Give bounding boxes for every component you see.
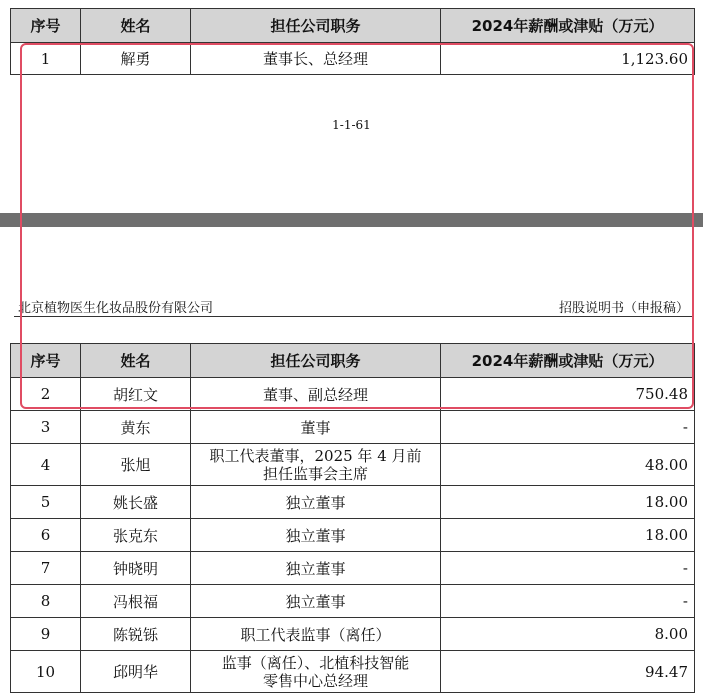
header-position: 担任公司职务 [191, 9, 441, 43]
cell-salary: 18.00 [441, 519, 695, 552]
cell-salary: 750.48 [441, 378, 695, 411]
cell-name: 解勇 [81, 43, 191, 75]
cell-name: 张克东 [81, 519, 191, 552]
page-break-divider [0, 213, 703, 227]
cell-salary: - [441, 585, 695, 618]
cell-no: 5 [11, 486, 81, 519]
cell-position: 董事、副总经理 [191, 378, 441, 411]
cell-position-line1: 监事（离任）、北植科技智能 [221, 653, 410, 672]
header-salary: 2024年薪酬或津贴（万元） [441, 9, 695, 43]
cell-name: 邱明华 [81, 651, 191, 693]
cell-no: 6 [11, 519, 81, 552]
cell-name: 张旭 [81, 444, 191, 486]
cell-no: 8 [11, 585, 81, 618]
cell-no: 9 [11, 618, 81, 651]
table-header-row [11, 9, 695, 43]
table-row [11, 519, 695, 552]
page-header-rule [14, 316, 694, 317]
cell-no: 1 [11, 43, 81, 75]
cell-position [191, 444, 441, 486]
cell-name: 钟晓明 [81, 552, 191, 585]
header-name: 姓名 [81, 9, 191, 43]
cell-salary: 8.00 [441, 618, 695, 651]
cell-name: 胡红文 [81, 378, 191, 411]
table-row [11, 378, 695, 411]
page-header-company: 北京植物医生化妆品股份有限公司 [18, 301, 214, 316]
cell-position: 董事 [191, 411, 441, 444]
page-number: 1-1-61 [332, 118, 371, 132]
cell-no: 7 [11, 552, 81, 585]
cell-position: 独立董事 [191, 486, 441, 519]
cell-position-line2: 零售中心总经理 [262, 671, 368, 690]
cell-position-line1: 职工代表董事，2025 年 4 月前 [209, 446, 422, 465]
salary-table-page2 [10, 343, 695, 693]
table-row [11, 552, 695, 585]
table-row [11, 444, 695, 486]
salary-table-page1 [10, 8, 695, 75]
cell-salary: 48.00 [441, 444, 695, 486]
cell-salary: 18.00 [441, 486, 695, 519]
cell-position: 独立董事 [191, 585, 441, 618]
cell-name: 陈锐铄 [81, 618, 191, 651]
header-salary: 2024年薪酬或津贴（万元） [441, 344, 695, 378]
cell-salary: 1,123.60 [441, 43, 695, 75]
table-row [11, 43, 695, 75]
table-row [11, 651, 695, 693]
page-header-doc: 招股说明书（申报稿） [558, 301, 689, 316]
cell-salary: - [441, 552, 695, 585]
table-row [11, 585, 695, 618]
cell-no: 2 [11, 378, 81, 411]
cell-salary: 94.47 [441, 651, 695, 693]
cell-position: 职工代表监事（离任） [191, 618, 441, 651]
header-position: 担任公司职务 [191, 344, 441, 378]
cell-position: 独立董事 [191, 552, 441, 585]
cell-no: 3 [11, 411, 81, 444]
header-name: 姓名 [81, 344, 191, 378]
cell-salary: - [441, 411, 695, 444]
cell-position-line2: 担任监事会主席 [262, 464, 368, 483]
cell-name: 黄东 [81, 411, 191, 444]
cell-position: 独立董事 [191, 519, 441, 552]
header-no: 序号 [11, 9, 81, 43]
cell-name: 冯根福 [81, 585, 191, 618]
table-row [11, 618, 695, 651]
table-row [11, 411, 695, 444]
header-no: 序号 [11, 344, 81, 378]
cell-position: 董事长、总经理 [191, 43, 441, 75]
table-row [11, 486, 695, 519]
cell-no: 10 [11, 651, 81, 693]
cell-name: 姚长盛 [81, 486, 191, 519]
table-header-row [11, 344, 695, 378]
cell-position [191, 651, 441, 693]
cell-no: 4 [11, 444, 81, 486]
